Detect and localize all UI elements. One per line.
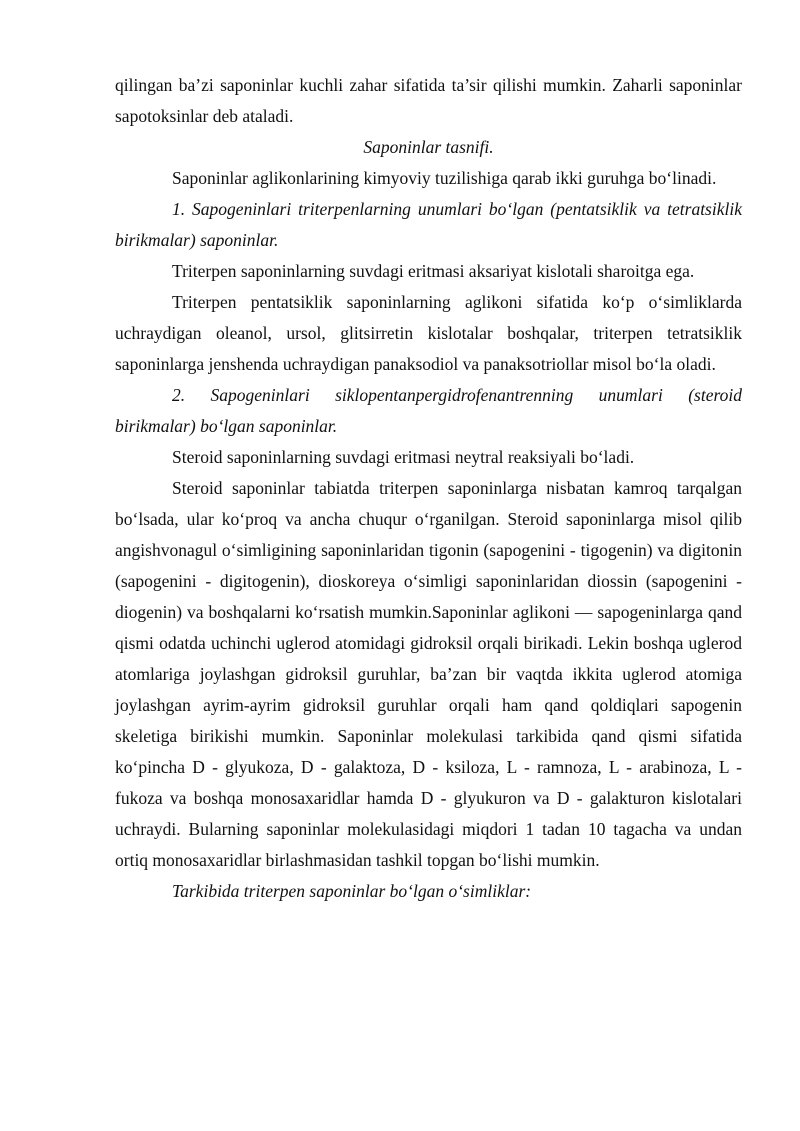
paragraph-steroid-solution: Steroid saponinlarning suvdagi eritmasi neytral reaksiyali bo‘ladi. <box>172 447 635 467</box>
section-heading: Saponinlar tasnifi. <box>363 137 494 157</box>
paragraph-steroid-details: Steroid saponinlar tabiatda triterpen saponinlarga nisbatan kamroq tarqalgan bo‘lsada, ular ko‘proq va ancha chuqur o‘rganilgan. Steroid saponinlarga misol qilib angishvonagul o‘simligining saponinlaridan tigonin (sapogenini - tigogenin) va digitonin (sapogenini - digitogenin), dioskoreya o‘simligi saponinlaridan diossin (sapogenini - diogenin) va boshqalarni ko‘rsatish mumkin.Saponinlar aglikoni — sapogeninlarga qand qismi odatda uchinchi uglerod atomidagi gidroksil orqali birikadi. Lekin boshqa uglerod atomlariga joylashgan gidroksil guruhlar, ba’zan bir vaqtda ikkita uglerod atomiga joylashgan ayrim-ayrim gidroksil guruhlar orqali ham qand qoldiqlari sapogenin skeletiga birikishi mumkin. Saponinlar molekulasi tarkibida qand qismi sifatida ko‘pincha D - glyukoza, D - galaktoza, D - ksiloza, L - ramnoza, L - arabinoza, L - fukoza va boshqa monosaxaridlar hamda D - glyukuron va D - galakturon kislotalari uchraydi. Bularning saponinlar molekulasidagi miqdori 1 tadan 10 tagacha va undan ortiq monosaxaridlar birlashmasidan tashkil topgan bo‘lishi mumkin. <box>115 478 742 870</box>
document-body <box>115 70 742 907</box>
paragraph-triterpen-solution: Triterpen saponinlarning suvdagi eritmasi aksariyat kislotali sharoitga ega. <box>172 261 695 281</box>
paragraph-continuation: qilingan ba’zi saponinlar kuchli zahar sifatida ta’sir qilishi mumkin. Zaharli saponinlar sapotoksinlar deb ataladi. <box>115 75 742 126</box>
paragraph-classification-intro: Saponinlar aglikonlarining kimyoviy tuzilishiga qarab ikki guruhga bo‘linadi. <box>172 168 717 188</box>
paragraph-group-2-heading: 2. Sapogeninlari siklopentanpergidrofenantrenning unumlari (steroid birikmalar) bo‘lgan saponinlar. <box>115 385 742 436</box>
paragraph-triterpen-examples: Triterpen pentatsiklik saponinlarning aglikoni sifatida ko‘p o‘simliklarda uchraydigan oleanol, ursol, glitsirretin kislotalar boshqalar, triterpen tetratsiklik saponinlarga jenshenda uchraydigan panaksodiol va panaksotriollar misol bo‘la oladi. <box>115 292 742 374</box>
paragraph-group-1-heading: 1. Sapogeninlari triterpenlarning unumlari bo‘lgan (pentatsiklik va tetratsiklik birikmalar) saponinlar. <box>115 199 742 250</box>
paragraph-plants-heading: Tarkibida triterpen saponinlar bo‘lgan o‘simliklar: <box>172 881 532 901</box>
